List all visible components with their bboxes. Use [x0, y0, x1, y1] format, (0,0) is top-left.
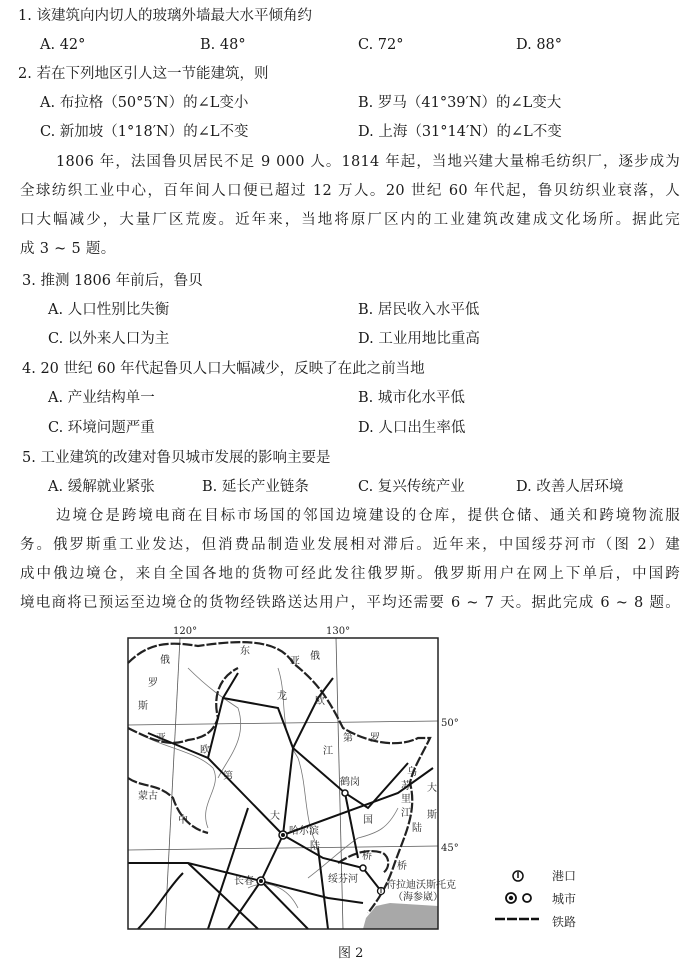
q3-option-b: B. 居民收入水平低 — [358, 302, 480, 318]
region-label: 亚 — [156, 733, 166, 744]
q1-option-b: B. 48° — [200, 37, 246, 53]
region-label: 斯 — [427, 810, 437, 821]
figure-caption: 图 2 — [338, 946, 364, 961]
region-label: 里 — [401, 794, 411, 805]
region-label: 龙 — [277, 691, 287, 702]
q5-option-a: A. 缓解就业紧张 — [48, 479, 155, 495]
q4-option-c: C. 环境问题严重 — [48, 420, 155, 436]
q1-option-c: C. 72° — [358, 37, 404, 53]
svg-text:哈尔滨: 哈尔滨 — [289, 826, 319, 837]
svg-text:绥芬河: 绥芬河 — [328, 874, 358, 885]
passage2-line: 边境仓是跨境电商在目标市场国的邻国边境建设的仓库，提供仓储、通关和跨境物流服 — [56, 508, 680, 524]
sea-area — [363, 903, 438, 929]
figure-2-map — [128, 626, 459, 929]
region-label: 桥 — [397, 861, 407, 872]
lon-130-label: 130° — [326, 626, 351, 637]
city-icon — [503, 890, 535, 906]
question-5-stem: 5. 工业建筑的改建对鲁贝城市发展的影响主要是 — [22, 450, 331, 466]
region-label: 大 — [270, 811, 280, 822]
region-label: 江 — [401, 808, 411, 819]
legend-city-label: 城市 — [552, 892, 577, 906]
rivers — [148, 668, 398, 908]
q3-option-d: D. 工业用地比重高 — [358, 331, 480, 347]
region-label: 东 — [240, 646, 250, 657]
lon-120-label: 120° — [173, 626, 198, 637]
q5-option-c: C. 复兴传统产业 — [358, 479, 465, 495]
region-label: 大 — [427, 783, 437, 794]
question-2-stem: 2. 若在下列地区引人这一节能建筑，则 — [18, 66, 269, 82]
question-4-stem: 4. 20 世纪 60 年代起鲁贝人口大幅减少，反映了在此之前当地 — [22, 361, 425, 377]
region-label: 欧 — [200, 745, 210, 756]
question-1-stem: 1. 该建筑向内切人的玻璃外墙最大水平倾角约 — [18, 8, 312, 24]
q2-option-d: D. 上海（31°14′N）的∠L不变 — [358, 124, 562, 140]
q1-option-d: D. 88° — [516, 37, 563, 53]
q4-option-a: A. 产业结构单一 — [48, 390, 155, 406]
region-label: 国 — [363, 815, 373, 826]
passage1-line: 成 3 ~ 5 题。 — [20, 241, 116, 257]
region-label: 江 — [323, 746, 333, 757]
region-label: 苏 — [401, 781, 411, 792]
region-label: 第 — [343, 733, 353, 744]
legend-railway-label: 铁路 — [552, 915, 577, 929]
passage2-line: 成中俄边境仓，来自全国各地的货物可经此发往俄罗斯。俄罗斯用户在网上下单后，中国跨 — [20, 566, 680, 582]
passage1-line: 全球纺织工业中心，百年间人口便已超过 12 万人。20 世纪 60 年代起，鲁贝纺织业衰落，人 — [20, 183, 680, 199]
region-label: 陆 — [412, 823, 422, 834]
q1-option-a: A. 42° — [40, 37, 86, 53]
passage1-line: 口大幅减少，大量厂区荒废。近年来，当地将原厂区内的工业建筑改建成文化场所。据此完 — [20, 212, 680, 228]
region-label: 罗 — [148, 678, 158, 689]
region-label: 欧 — [315, 696, 325, 707]
region-label: 乌 — [407, 767, 417, 778]
lat-50-label: 50° — [441, 718, 459, 729]
q4-option-d: D. 人口出生率低 — [358, 420, 466, 436]
region-label: 斯 — [138, 701, 148, 712]
q3-option-c: C. 以外来人口为主 — [48, 331, 170, 347]
city-hegang — [340, 775, 360, 796]
q2-option-c: C. 新加坡（1°18′N）的∠L不变 — [40, 124, 249, 140]
q2-option-a: A. 布拉格（50°5′N）的∠L变小 — [40, 95, 249, 111]
region-label: 蒙古 — [138, 791, 158, 802]
lat-45-label: 45° — [441, 843, 459, 854]
city-suifenhe — [328, 865, 366, 885]
passage1-line: 1806 年，法国鲁贝居民不足 9 000 人。1814 年起，当地兴建大量棉毛纺织厂，逐步成为 — [56, 154, 680, 170]
svg-text:长春: 长春 — [234, 876, 254, 887]
svg-text:鹤岗: 鹤岗 — [340, 777, 360, 788]
q3-option-a: A. 人口性别比失衡 — [48, 302, 170, 318]
port-icon — [510, 868, 526, 884]
question-3-stem: 3. 推测 1806 年前后，鲁贝 — [22, 273, 203, 289]
region-label: 桥 — [362, 851, 372, 862]
q5-option-d: D. 改善人居环境 — [516, 479, 624, 495]
legend-port-label: 港口 — [552, 869, 577, 883]
region-label: 亚 — [290, 656, 300, 667]
region-label: 第 — [223, 771, 233, 782]
svg-text:（海参崴）: （海参崴） — [393, 892, 443, 903]
national-borders — [128, 642, 430, 913]
region-label: 罗 — [370, 733, 380, 744]
region-label: 中 — [178, 815, 188, 826]
region-label: 俄 — [160, 655, 170, 666]
region-label: 俄 — [310, 651, 320, 662]
q5-option-b: B. 延长产业链条 — [202, 479, 309, 495]
passage2-line: 务。俄罗斯重工业发达，但消费品制造业发展相对滞后。近年来，中国绥芬河市（图 2）建 — [20, 537, 680, 553]
city-changchun — [234, 874, 265, 887]
region-label: 陆 — [310, 841, 320, 852]
railway-icon — [495, 914, 539, 924]
q2-option-b: B. 罗马（41°39′N）的∠L变大 — [358, 95, 562, 111]
svg-text:符拉迪沃斯托克: 符拉迪沃斯托克 — [386, 880, 456, 891]
passage2-line: 境电商将已预运至边境仓的货物经铁路送达用户，平均还需要 6 ~ 7 天。据此完成 6 ~ 8 题。 — [20, 595, 680, 611]
port-vladivostok — [378, 878, 457, 903]
q4-option-b: B. 城市化水平低 — [358, 390, 465, 406]
